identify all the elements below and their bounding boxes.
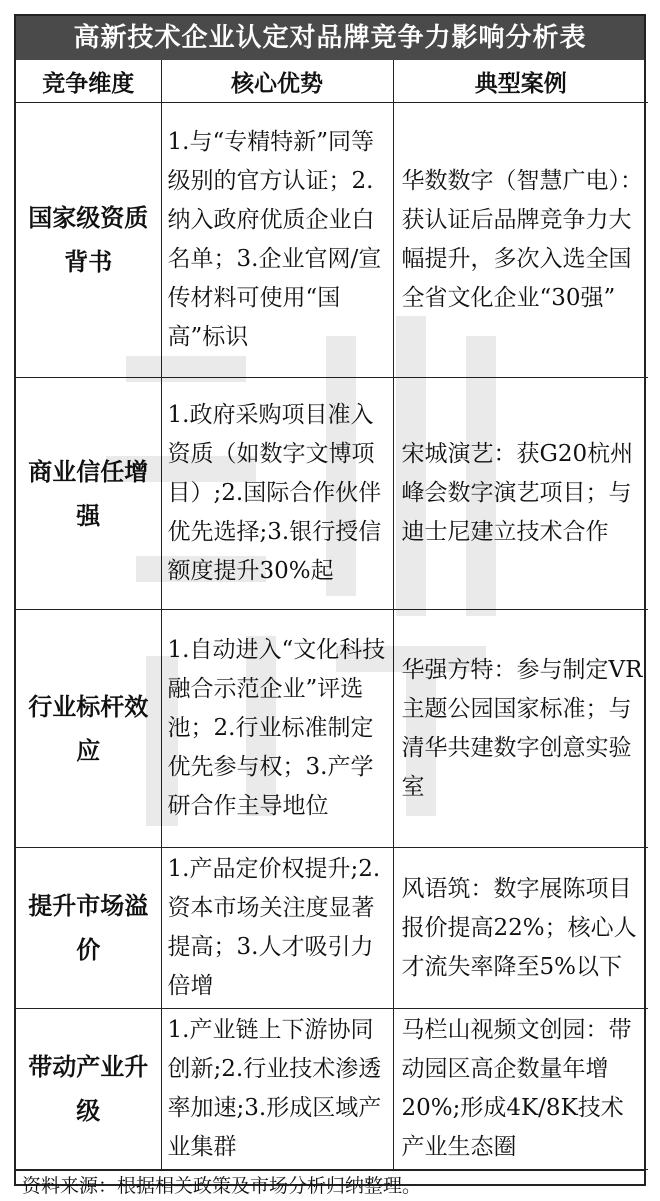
table-row	[16, 610, 648, 848]
advantage-cell: 1.政府采购项目准入资质（如数字文博项目）;2.国际合作伙伴优先选择;3.银行授信额度提升30%起	[161, 378, 393, 610]
case-cell: 华数数字（智慧广电）：获认证后品牌竞争力大幅提升，多次入选全国全省文化企业“30强”	[393, 103, 648, 378]
advantage-cell: 1.产品定价权提升;2.资本市场关注度显著提高；3.人才吸引力倍增	[161, 848, 393, 1009]
case-cell: 宋城演艺：获G20杭州峰会数字演艺项目；与迪士尼建立技术合作	[393, 378, 648, 610]
analysis-table-sheet	[14, 14, 646, 1197]
advantage-cell: 1.与“专精特新”同等级别的官方认证；2.纳入政府优质企业白名单；3.企业官网/宣传材料可使用“国高”标识	[161, 103, 393, 378]
dimension-cell: 行业标杆效应	[16, 610, 161, 848]
advantage-cell: 1.产业链上下游协同创新;2.行业技术渗透率加速;3.形成区域产业集群	[161, 1009, 393, 1170]
dimension-cell: 提升市场溢价	[16, 848, 161, 1009]
column-header-dimension: 竞争维度	[16, 60, 161, 103]
table-row	[16, 1009, 648, 1170]
table-header-row	[16, 60, 648, 103]
dimension-cell: 国家级资质背书	[16, 103, 161, 378]
analysis-table	[16, 60, 648, 1170]
dimension-cell: 商业信任增强	[16, 378, 161, 610]
advantage-cell: 1.自动进入“文化科技融合示范企业”评选池；2.行业标准制定优先参与权；3.产学研合作主导地位	[161, 610, 393, 848]
case-cell: 华强方特：参与制定VR主题公园国家标准；与清华共建数字创意实验室	[393, 610, 648, 848]
table-row	[16, 378, 648, 610]
table-row	[16, 848, 648, 1009]
dimension-cell: 带动产业升级	[16, 1009, 161, 1170]
column-header-case: 典型案例	[393, 60, 648, 103]
case-cell: 风语筑：数字展陈项目报价提高22%；核心人才流失率降至5%以下	[393, 848, 648, 1009]
table-title: 高新技术企业认定对品牌竞争力影响分析表	[16, 16, 644, 60]
table-row	[16, 103, 648, 378]
case-cell: 马栏山视频文创园：带动园区高企数量年增20%;形成4K/8K技术产业生态圈	[393, 1009, 648, 1170]
source-note: 资料来源：根据相关政策及市场分析归纳整理。	[16, 1170, 644, 1201]
column-header-advantage: 核心优势	[161, 60, 393, 103]
